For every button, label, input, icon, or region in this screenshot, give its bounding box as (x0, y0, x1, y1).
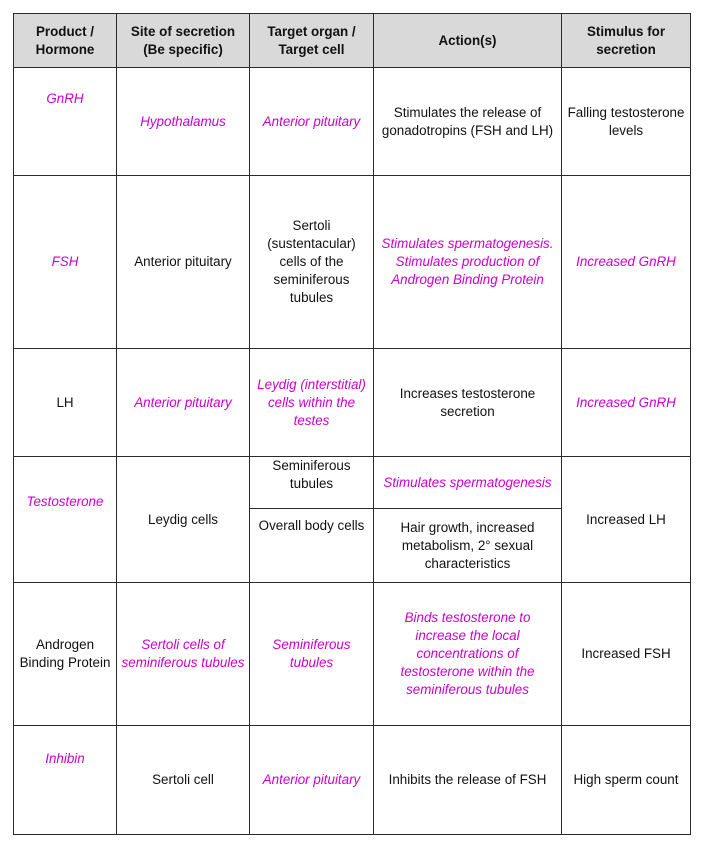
cell-stimulus-testosterone: Increased LH (562, 457, 691, 583)
cell-stimulus-inhibin: High sperm count (562, 726, 691, 835)
cell-action-abp: Binds testosterone to increase the local concentrations of testosterone within the seminiferous tubules (374, 583, 562, 726)
cell-target-abp: Seminiferous tubules (250, 583, 374, 726)
cell-action-testosterone-a: Stimulates spermatogenesis (374, 457, 562, 509)
action-fsh-line2: Stimulates production of Androgen Binding Protein (391, 254, 544, 287)
cell-stimulus-gnrh: Falling testosterone levels (562, 68, 691, 176)
cell-product-lh: LH (14, 349, 117, 457)
cell-stimulus-lh: Increased GnRH (562, 349, 691, 457)
table-row-fsh (14, 176, 691, 349)
cell-stimulus-abp: Increased FSH (562, 583, 691, 726)
cell-action-gnrh: Stimulates the release of gonadotropins (FSH and LH) (374, 68, 562, 176)
header-site: Site of secretion (Be specific) (117, 14, 250, 68)
cell-target-gnrh: Anterior pituitary (250, 68, 374, 176)
cell-site-testosterone: Leydig cells (117, 457, 250, 583)
cell-product-inhibin: Inhibin (14, 726, 117, 835)
cell-site-fsh: Anterior pituitary (117, 176, 250, 349)
table-row-abp (14, 583, 691, 726)
header-stimulus: Stimulus for secretion (562, 14, 691, 68)
cell-action-lh: Increases testosterone secretion (374, 349, 562, 457)
header-row (14, 14, 691, 68)
cell-stimulus-fsh: Increased GnRH (562, 176, 691, 349)
cell-site-lh: Anterior pituitary (117, 349, 250, 457)
header-action: Action(s) (374, 14, 562, 68)
cell-target-inhibin: Anterior pituitary (250, 726, 374, 835)
cell-site-abp: Sertoli cells of seminiferous tubules (117, 583, 250, 726)
cell-site-inhibin: Sertoli cell (117, 726, 250, 835)
cell-target-fsh: Sertoli (sustentacular) cells of the seminiferous tubules (250, 176, 374, 349)
cell-action-testosterone-b: Hair growth, increased metabolism, 2° sexual characteristics (374, 509, 562, 583)
cell-product-testosterone: Testosterone (14, 457, 117, 583)
cell-site-gnrh: Hypothalamus (117, 68, 250, 176)
hormone-table (13, 13, 691, 835)
table-row-lh (14, 349, 691, 457)
table-row-inhibin (14, 726, 691, 835)
cell-action-inhibin: Inhibits the release of FSH (374, 726, 562, 835)
header-target: Target organ / Target cell (250, 14, 374, 68)
cell-action-fsh (374, 176, 562, 349)
cell-product-fsh: FSH (14, 176, 117, 349)
table-row-gnrh (14, 68, 691, 176)
cell-target-lh: Leydig (interstitial) cells within the testes (250, 349, 374, 457)
header-product: Product / Hormone (14, 14, 117, 68)
cell-product-gnrh: GnRH (14, 68, 117, 176)
table-row-testosterone-a (14, 457, 691, 509)
action-fsh-line1: Stimulates spermatogenesis. (381, 236, 554, 251)
cell-product-abp: Androgen Binding Protein (14, 583, 117, 726)
cell-target-testosterone-a: Seminiferous tubules (250, 457, 374, 509)
cell-target-testosterone-b: Overall body cells (250, 509, 374, 583)
